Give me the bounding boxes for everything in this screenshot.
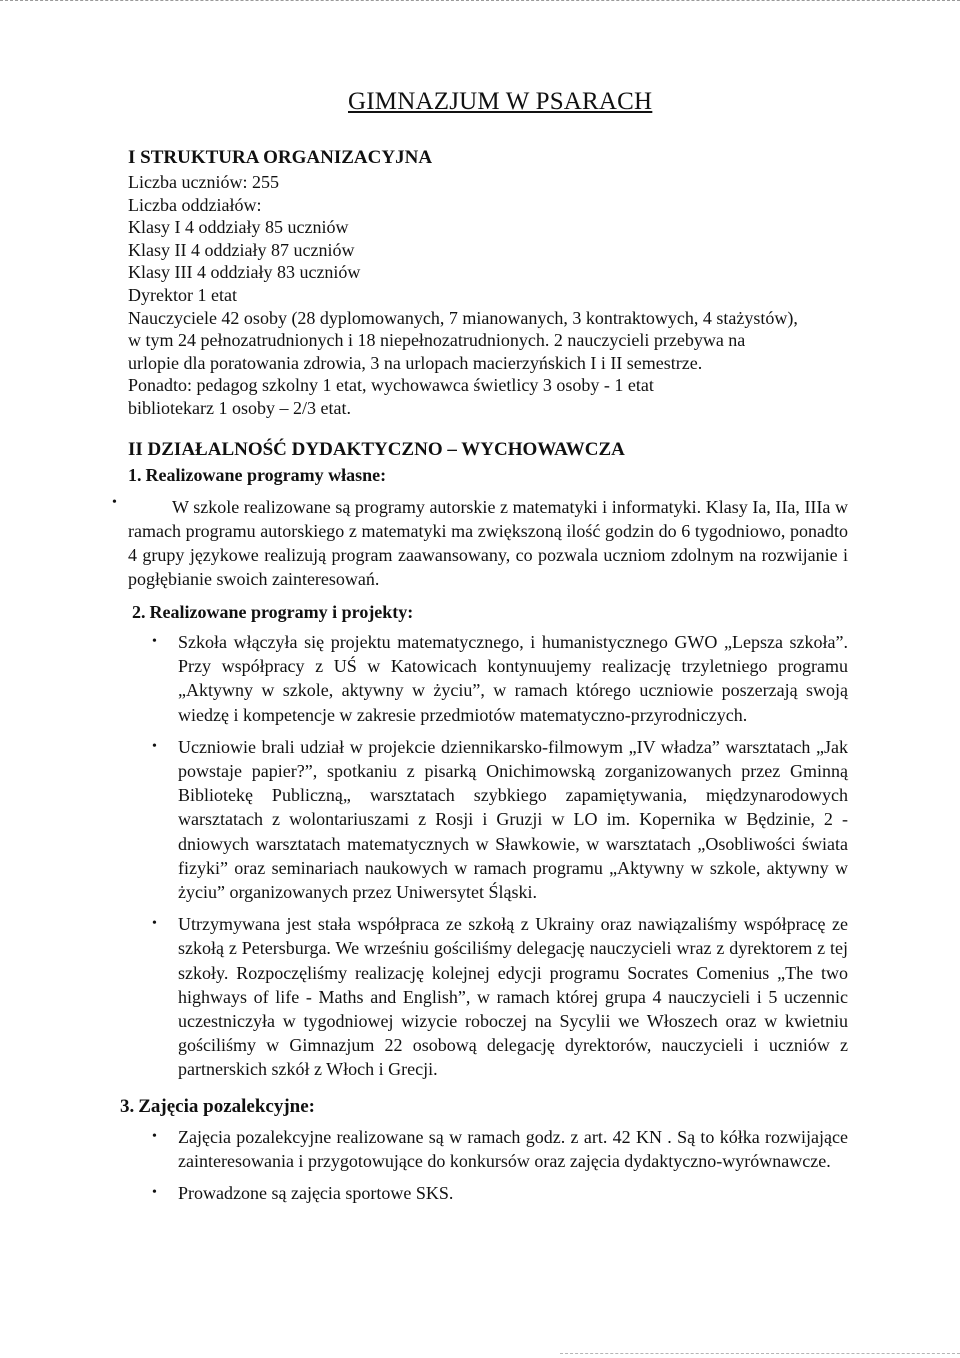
text-line: bibliotekarz 1 osoby – 2/3 etat. (128, 397, 351, 418)
list-item (132, 630, 848, 727)
text-line: w tym 24 pełnozatrudnionych i 18 niepełnozatrudnionych. 2 nauczycieli przebywa na (128, 330, 746, 351)
subsection-title: Realizowane programy własne: (145, 465, 387, 485)
text-line: Klasy III 4 oddziały 83 uczniów (128, 262, 361, 283)
subsection-heading (120, 1095, 848, 1119)
subsection-extracurricular (120, 1095, 848, 1214)
section-heading: I STRUKTURA ORGANIZACYJNA (128, 147, 433, 168)
text-line: Klasy II 4 oddziały 87 uczniów (128, 239, 355, 260)
list-item-text: Szkoła włączyła się projektu matematycznego, i humanistycznego GWO „Lepsza szkoła”. Przy współpracy z UŚ w Katowicach kontynuujemy realizację trzyletniego programu „Aktywny w szkole, aktywny w życiu”, w ramach którego uczniowie poszerzają swoją wiedzę i kompetencje w zakresie przedmiotów matematyczno-przyrodniczych. (178, 632, 848, 725)
bullet-icon: • (152, 634, 157, 649)
subsection-number: 3. (120, 1096, 135, 1117)
text-line: Dyrektor 1 etat (128, 284, 237, 305)
text-line: Ponadto: pedagog szkolny 1 etat, wychowawca świetlicy 3 osoby - 1 etat (128, 375, 654, 396)
bullet-icon: • (152, 738, 157, 754)
list-item (120, 1181, 848, 1205)
section-heading: II DZIAŁALNOŚĆ DYDAKTYCZNO – WYCHOWAWCZA (128, 439, 625, 460)
list-item (132, 735, 848, 904)
list-item-text: Utrzymywana jest stała współpraca ze szkołą z Ukrainy oraz nawiązaliśmy współpracę ze szkołą z Petersburga. We wrześniu gościliśmy delegację nauczycieli wraz z dyrektorem z tej szkoły. Rozpoczęliśmy realizację kolejnej edycji programu Socrates Comenius „The two highways of life - Maths and English”, w ramach której grupa 4 nauczycieli i 5 uczennic uczestniczyła w tygodniowej wizycie roboczej na Sycylii we Włoszech oraz w kwietniu gościliśmy w Gimnazjum 22 osobową delegację dyrektorów, nauczycieli i uczniów z partnerskich szkół z Włoch i Grecji. (178, 914, 848, 1080)
section-organizational-structure (128, 145, 848, 420)
paragraph-text: W szkole realizowane są programy autorskie z matematyki i informatyki. Klasy Ia, IIa, IIIa w ramach programu autorskiego z matematyki ma zwiększoną ilość godzin do 6 tygodniowo, ponadto 4 grupy językowe realizują program zaawansowany, co pozwala uczniom zdolnym na rozwijanie i pogłębianie swoich zainteresowań. (128, 497, 848, 589)
bullet-list (120, 1125, 848, 1206)
paragraph-own-programs (112, 495, 848, 591)
subsection-title: Zajęcia pozalekcyjne: (138, 1096, 316, 1117)
bullet-icon: • (152, 1185, 157, 1201)
bullet-list (132, 630, 848, 1082)
subsection-programs-projects (132, 600, 848, 1090)
subsection-title: Realizowane programy i projekty: (149, 602, 414, 622)
section-didactic-activity (112, 437, 848, 591)
bullet-icon: • (152, 916, 157, 932)
subsection-heading (128, 463, 848, 487)
text-line: Liczba uczniów: 255 (128, 172, 279, 192)
bullet-icon: • (152, 1129, 157, 1144)
subsection-heading (132, 600, 848, 624)
subsection-number: 1. (128, 465, 142, 485)
bullet-icon: • (112, 495, 117, 510)
text-line: Nauczyciele 42 osoby (28 dyplomowanych, 7 mianowanych, 3 kontraktowych, 4 stażystów), (128, 307, 798, 328)
text-line: Liczba oddziałów: (128, 194, 262, 215)
text-line: urlopie dla poratowania zdrowia, 3 na urlopach macierzyńskich I i II semestrze. (128, 352, 703, 373)
list-item-text: Prowadzone są zajęcia sportowe SKS. (178, 1183, 454, 1204)
text-line: Klasy I 4 oddziały 85 uczniów (128, 217, 349, 238)
list-item-text: Zajęcia pozalekcyjne realizowane są w ramach godz. z art. 42 KN . Są to kółka rozwijające zainteresowania i przygotowujące do konkursów oraz zajęcia dydaktyczno-wyrównawcze. (178, 1127, 848, 1172)
list-item (120, 1125, 848, 1173)
list-item-text: Uczniowie brali udział w projekcie dziennikarsko-filmowym „IV władza” warsztatach „Jak powstaje papier?”, spotkaniu z pisarką Onichimowską zorganizowanych przez Gminną Bibliotekę Publiczną„ warsztatach szybkiego zapamiętywania, międzynarodowych warsztatach z wolontariuszami z Rosji i Gruzji w LO im. Kopernika w Będzinie, 2 - dniowych warsztatach matematycznych w Sławkowie, w warsztatach „Osobliwości świata fizyki” oraz seminariach naukowych w ramach programu „Aktywny w szkole, aktywny w życiu” organizowanych przez Uniwersytet Śląski. (178, 736, 848, 903)
subsection-number: 2. (132, 602, 146, 622)
document-title: GIMNAZJUM W PSARACH (348, 88, 653, 115)
list-item (132, 912, 848, 1081)
